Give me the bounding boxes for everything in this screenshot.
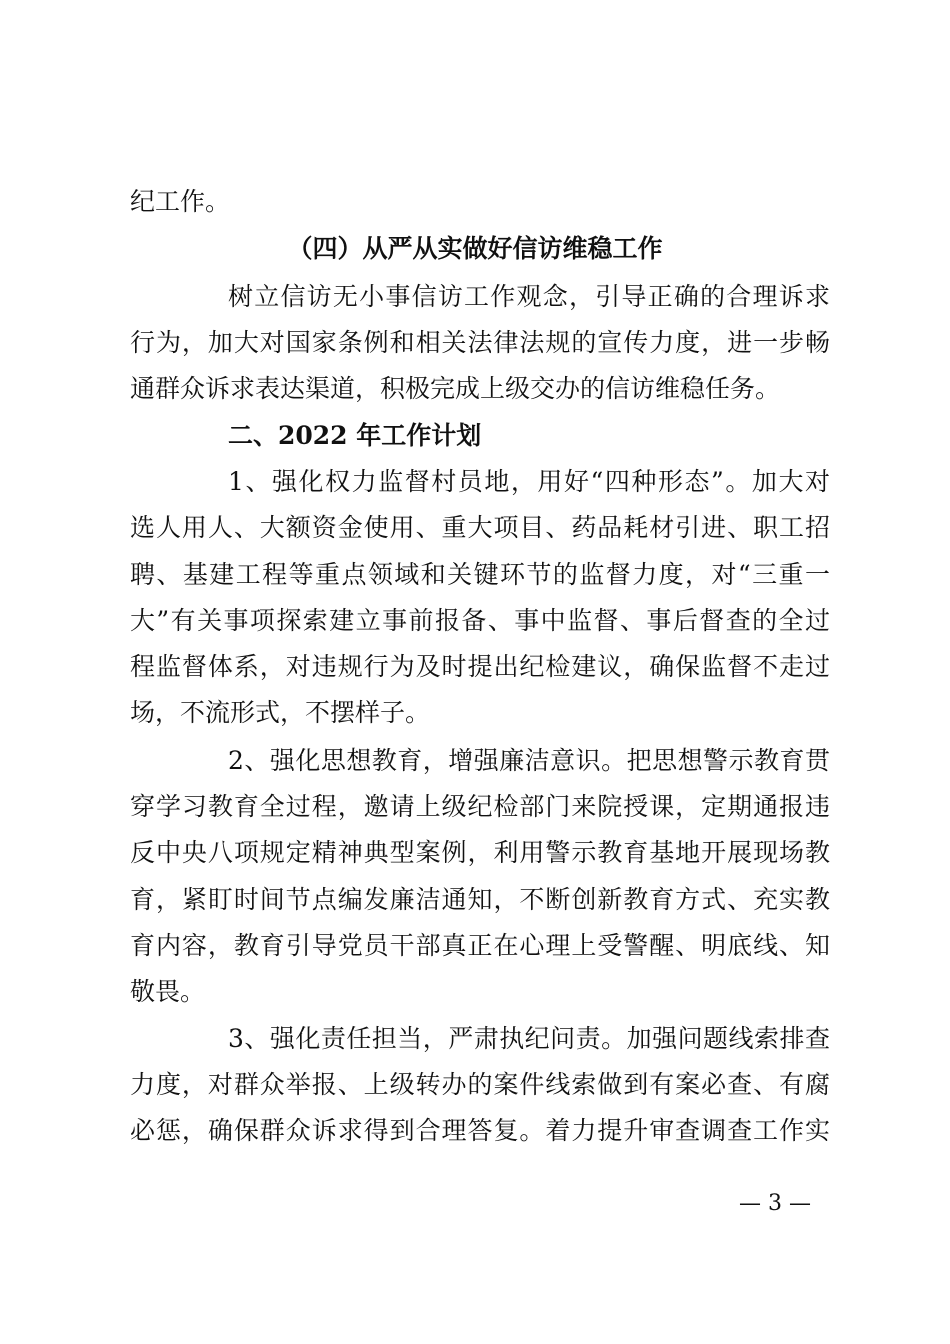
text-line: 2、强化思想教育，增强廉洁意识。把思想警示教育贯 — [228, 746, 830, 775]
section-heading: 二、2022 年工作计划 — [228, 421, 482, 450]
text-line: 敬畏。 — [130, 977, 206, 1006]
text-line: 3、强化责任担当，严肃执纪问责。加强问题线索排查 — [228, 1024, 830, 1053]
text-line: 行为，加大对国家条例和相关法律法规的宣传力度，进一步畅 — [130, 328, 830, 357]
text-line: 力度，对群众举报、上级转办的案件线索做到有案必查、有腐 — [130, 1070, 830, 1099]
section-heading: （四）从严从实做好信访维稳工作 — [287, 234, 663, 263]
text-line: 场，不流形式，不摆样子。 — [130, 698, 431, 727]
text-line: 必惩，确保群众诉求得到合理答复。着力提升审查调查工作实 — [130, 1116, 830, 1145]
text-line: 聘、基建工程等重点领域和关键环节的监督力度，对“三重一 — [130, 560, 830, 589]
text-line: 1、强化权力监督村员地，用好“四种形态”。加大对 — [228, 467, 830, 496]
text-line: 反中央八项规定精神典型案例，利用警示教育基地开展现场教 — [130, 838, 830, 867]
text-line: 树立信访无小事信访工作观念，引导正确的合理诉求 — [228, 282, 830, 311]
text-line: 纪工作。 — [130, 187, 231, 216]
text-line: 通群众诉求表达渠道，积极完成上级交办的信访维稳任务。 — [130, 374, 781, 403]
text-line: 育内容，教育引导党员干部真正在心理上受警醒、明底线、知 — [130, 931, 830, 960]
text-line: 程监督体系，对违规行为及时提出纪检建议，确保监督不走过 — [130, 652, 830, 681]
text-line: 选人用人、大额资金使用、重大项目、药品耗材引进、职工招 — [130, 513, 830, 542]
page-number: — 3 — — [739, 1191, 811, 1216]
text-line: 大”有关事项探索建立事前报备、事中监督、事后督查的全过 — [130, 606, 830, 635]
text-line: 穿学习教育全过程，邀请上级纪检部门来院授课，定期通报违 — [130, 792, 830, 821]
text-line: 育，紧盯时间节点编发廉洁通知，不断创新教育方式、充实教 — [130, 885, 830, 914]
